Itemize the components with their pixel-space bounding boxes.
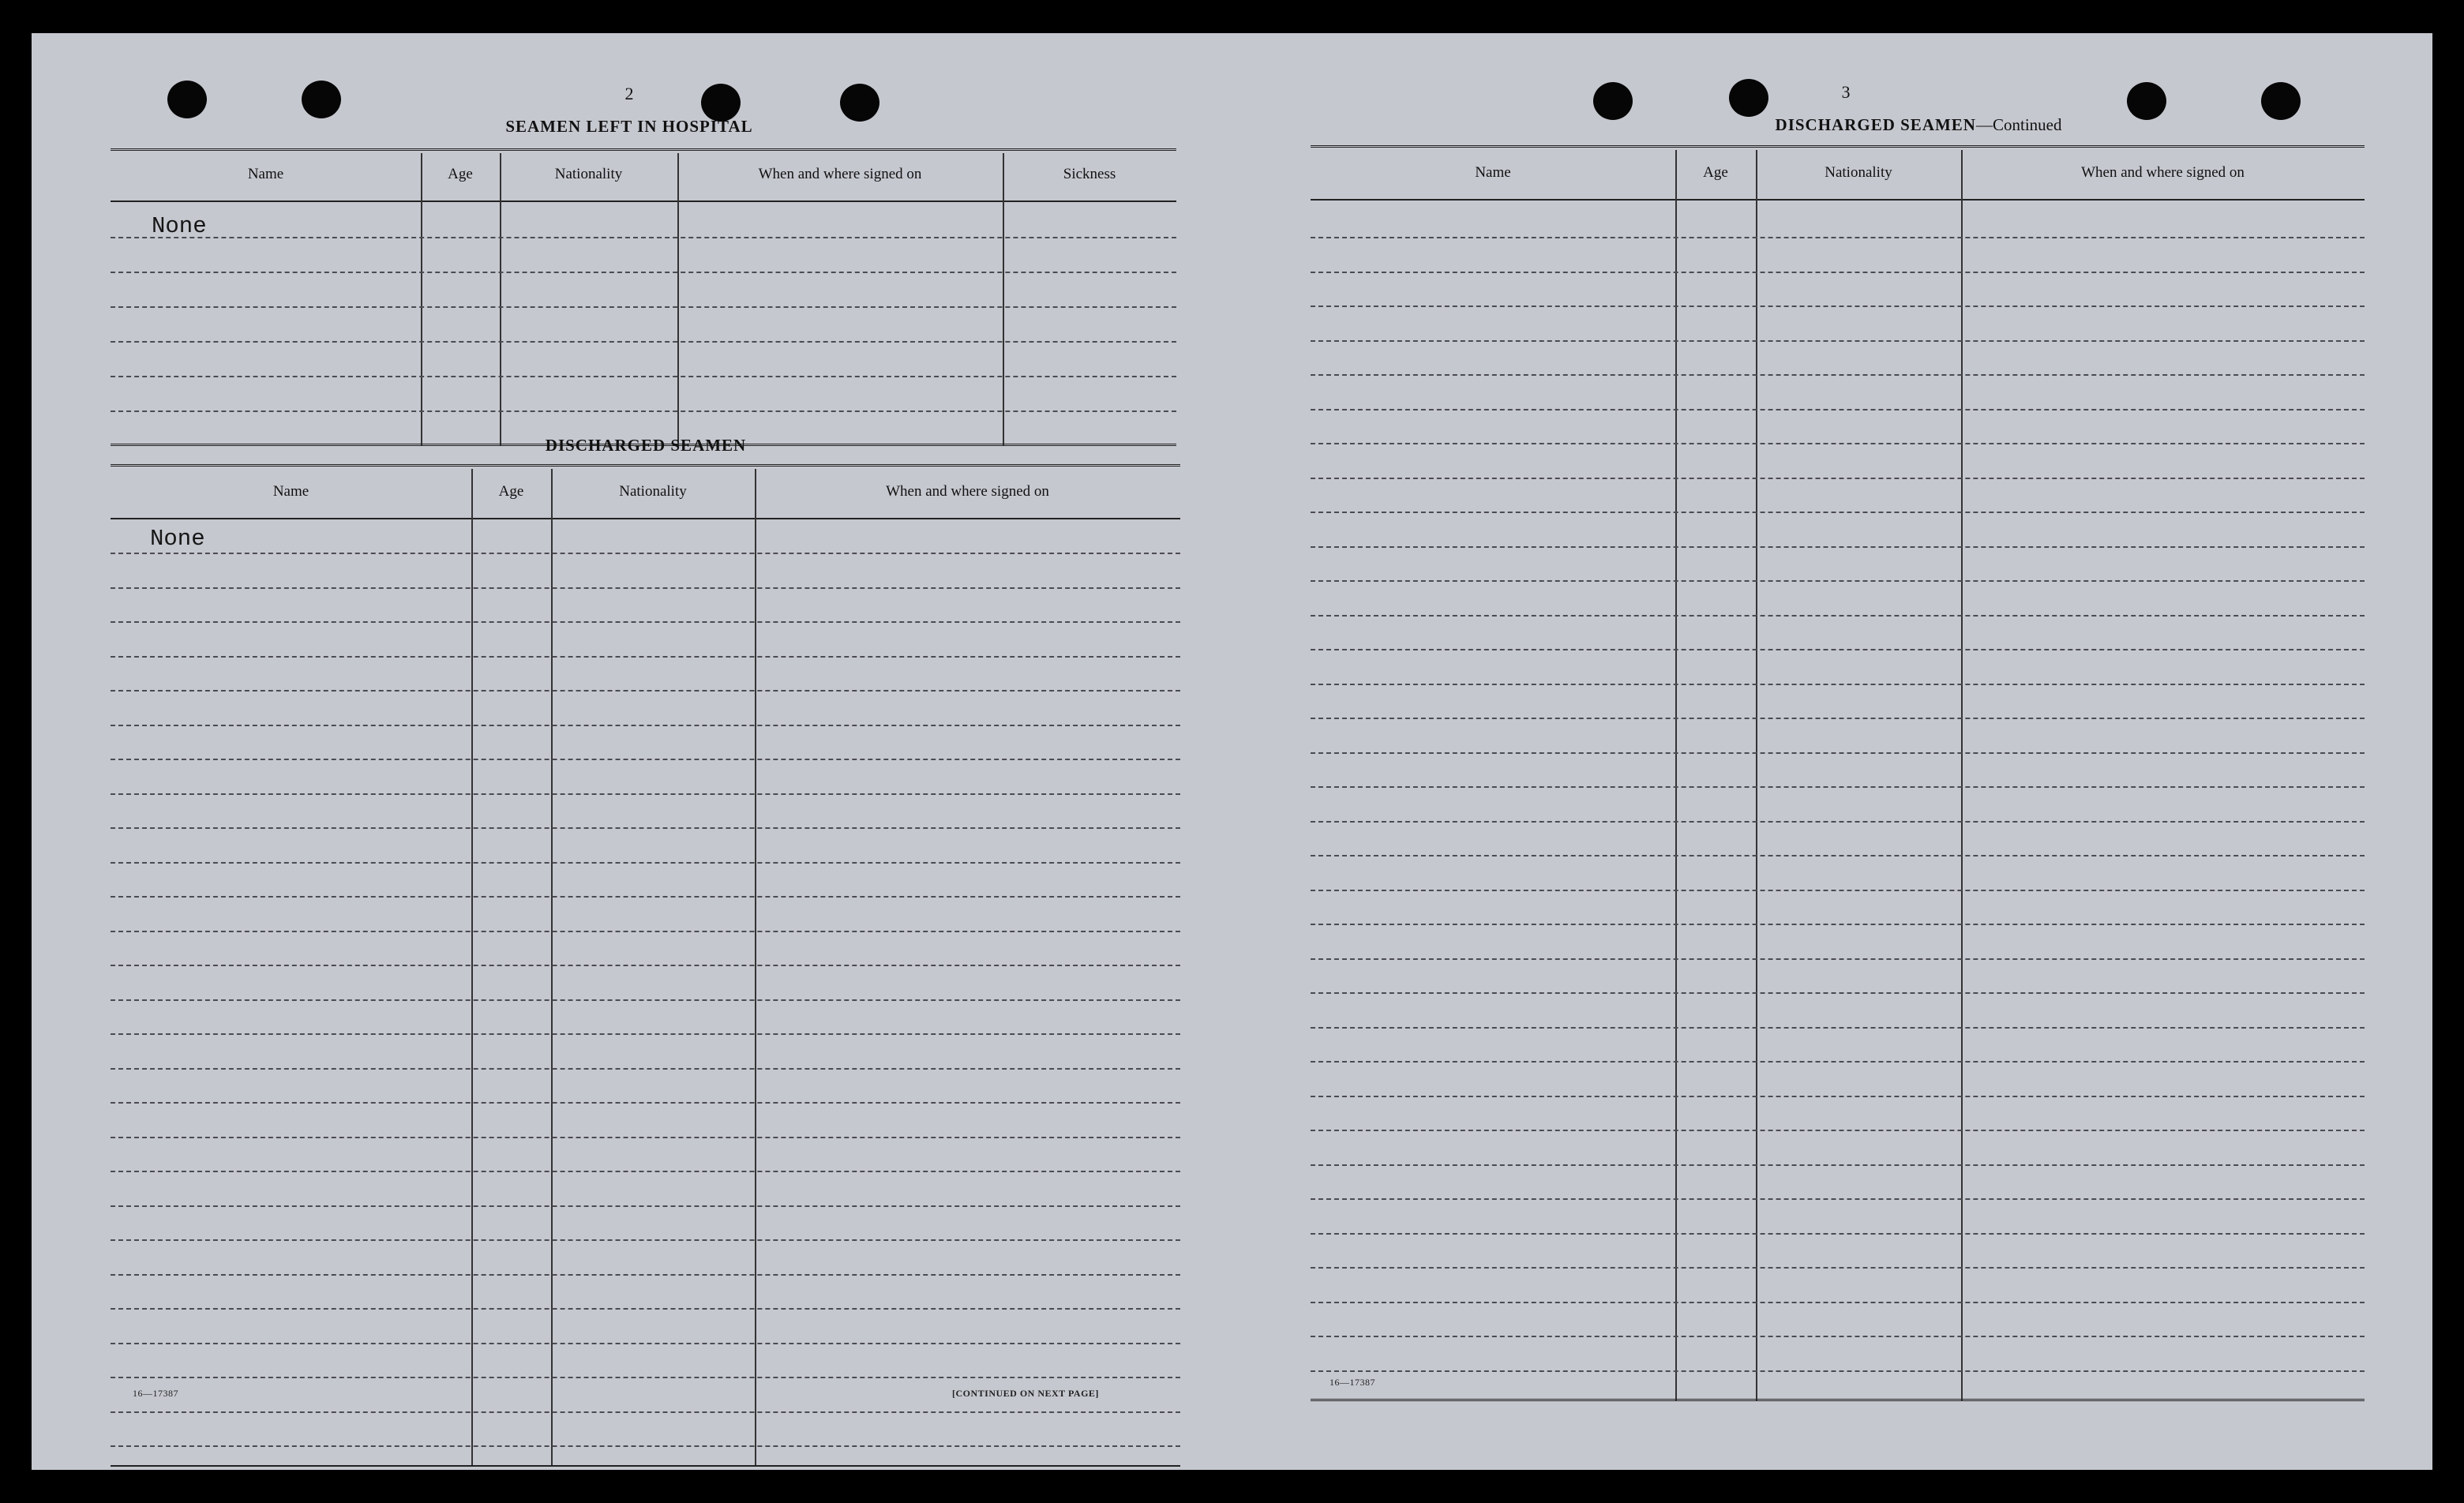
punch-hole: [1729, 79, 1768, 117]
table-row-line: [1311, 1336, 2365, 1337]
punch-hole: [302, 81, 341, 118]
hospital-entry-name: None: [152, 213, 207, 239]
column-divider: [421, 153, 422, 445]
table-row-line: [1311, 546, 2365, 548]
table-row-line: [111, 1102, 1180, 1104]
punch-hole: [1593, 82, 1633, 120]
table-row-line: [1311, 580, 2365, 582]
column-header-name: Name: [1475, 164, 1511, 181]
table-row-line: [111, 965, 1180, 966]
table-row-line: [1311, 821, 2365, 823]
discharged-entry-name: None: [150, 526, 205, 552]
column-header-age: Age: [498, 483, 524, 500]
right-title-suffix: —Continued: [1975, 115, 2062, 134]
table-row-line: [111, 793, 1180, 795]
table-row-line: [111, 1033, 1180, 1035]
punch-hole: [701, 84, 741, 122]
table-row-line: [111, 931, 1180, 932]
column-divider: [755, 469, 756, 1465]
table-row-line: [1311, 340, 2365, 342]
punch-hole: [2127, 82, 2166, 120]
discharged-section-title: DISCHARGED SEAMEN: [545, 436, 747, 455]
table-row-line: [1311, 1061, 2365, 1063]
table-row-line: [1311, 1198, 2365, 1200]
table-row-line: [111, 725, 1180, 726]
table-row-line: [111, 587, 1180, 589]
table-top-rule: [1311, 145, 2365, 149]
table-top-rule: [111, 464, 1180, 468]
table-row-line: [1311, 958, 2365, 960]
column-header-nationality: Nationality: [619, 483, 687, 500]
column-divider: [471, 469, 473, 1465]
table-row-line: [111, 1411, 1180, 1413]
table-row-line: [111, 827, 1180, 829]
table-row-line: [1311, 272, 2365, 273]
column-divider: [500, 153, 501, 445]
table-row-line: [111, 1239, 1180, 1241]
column-divider: [551, 469, 553, 1465]
document-sheet: [32, 33, 2432, 1470]
continued-note: [CONTINUED ON NEXT PAGE]: [952, 1388, 1099, 1399]
header-rule: [111, 201, 1176, 202]
table-bottom-rule: [111, 1465, 1180, 1467]
page-number-right: 3: [1841, 82, 1851, 102]
table-row-line: [111, 237, 1176, 238]
header-rule: [111, 518, 1180, 519]
right-title-main: DISCHARGED SEAMEN: [1775, 115, 1976, 134]
form-number-left: 16—17387: [133, 1388, 178, 1399]
right-page-title: [1776, 115, 2062, 135]
column-header-age: Age: [1703, 164, 1728, 181]
table-row-line: [111, 410, 1176, 412]
table-row-line: [1311, 1233, 2365, 1235]
table-row-line: [1311, 1370, 2365, 1372]
table-row-line: [111, 1171, 1180, 1172]
table-row-line: [111, 759, 1180, 760]
table-row-line: [1311, 443, 2365, 444]
table-row-line: [1311, 1027, 2365, 1029]
column-header-nationality: Nationality: [1825, 164, 1892, 181]
page-number-left: 2: [624, 84, 634, 103]
table-row-line: [1311, 1096, 2365, 1097]
table-row-line: [1311, 992, 2365, 994]
punch-hole: [2261, 82, 2301, 120]
hospital-section-title: SEAMEN LEFT IN HOSPITAL: [505, 117, 753, 136]
table-row-line: [1311, 1130, 2365, 1131]
table-top-rule: [111, 148, 1176, 152]
table-row-line: [1311, 615, 2365, 617]
column-header-signed-on: When and where signed on: [758, 166, 922, 182]
table-row-line: [1311, 512, 2365, 513]
table-row-line: [1311, 478, 2365, 479]
table-row-line: [1311, 1164, 2365, 1166]
table-row-line: [111, 1445, 1180, 1447]
table-row-line: [1311, 305, 2365, 307]
table-row-line: [1311, 1267, 2365, 1269]
table-row-line: [111, 306, 1176, 308]
column-divider: [1961, 150, 1963, 1400]
table-row-line: [111, 862, 1180, 864]
table-row-line: [111, 272, 1176, 273]
table-row-line: [111, 1308, 1180, 1310]
table-row-line: [111, 690, 1180, 692]
table-row-line: [111, 1137, 1180, 1138]
table-row-line: [111, 656, 1180, 658]
table-row-line: [111, 621, 1180, 623]
punch-hole: [167, 81, 207, 118]
table-row-line: [111, 1377, 1180, 1378]
table-row-line: [1311, 718, 2365, 719]
table-bottom-rule: [1311, 1399, 2365, 1403]
table-row-line: [111, 1068, 1180, 1070]
form-number-right: 16—17387: [1330, 1377, 1375, 1388]
punch-hole: [840, 84, 879, 122]
column-header-name: Name: [272, 483, 309, 500]
table-row-line: [1311, 649, 2365, 650]
table-row-line: [1311, 409, 2365, 410]
column-divider: [677, 153, 679, 445]
column-divider: [1003, 153, 1004, 445]
table-row-line: [111, 1343, 1180, 1344]
table-row-line: [1311, 855, 2365, 856]
table-row-line: [111, 999, 1180, 1001]
table-row-line: [1311, 924, 2365, 925]
table-row-line: [111, 1205, 1180, 1207]
table-row-line: [111, 896, 1180, 898]
column-header-signed-on: When and where signed on: [2081, 164, 2245, 181]
table-row-line: [1311, 684, 2365, 685]
table-row-line: [1311, 237, 2365, 238]
column-header-sickness: Sickness: [1063, 166, 1116, 182]
table-row-line: [1311, 1302, 2365, 1303]
table-row-line: [111, 341, 1176, 343]
table-row-line: [111, 376, 1176, 377]
table-row-line: [1311, 374, 2365, 376]
column-divider: [1756, 150, 1757, 1400]
table-row-line: [1311, 890, 2365, 891]
column-header-signed-on: When and where signed on: [886, 483, 1049, 500]
table-row-line: [1311, 752, 2365, 754]
table-row-line: [111, 1274, 1180, 1276]
column-divider: [1675, 150, 1677, 1400]
column-header-nationality: Nationality: [554, 166, 623, 182]
column-header-age: Age: [448, 166, 473, 182]
table-row-line: [1311, 786, 2365, 788]
table-row-line: [111, 553, 1180, 554]
header-rule: [1311, 199, 2365, 201]
column-header-name: Name: [247, 166, 284, 182]
